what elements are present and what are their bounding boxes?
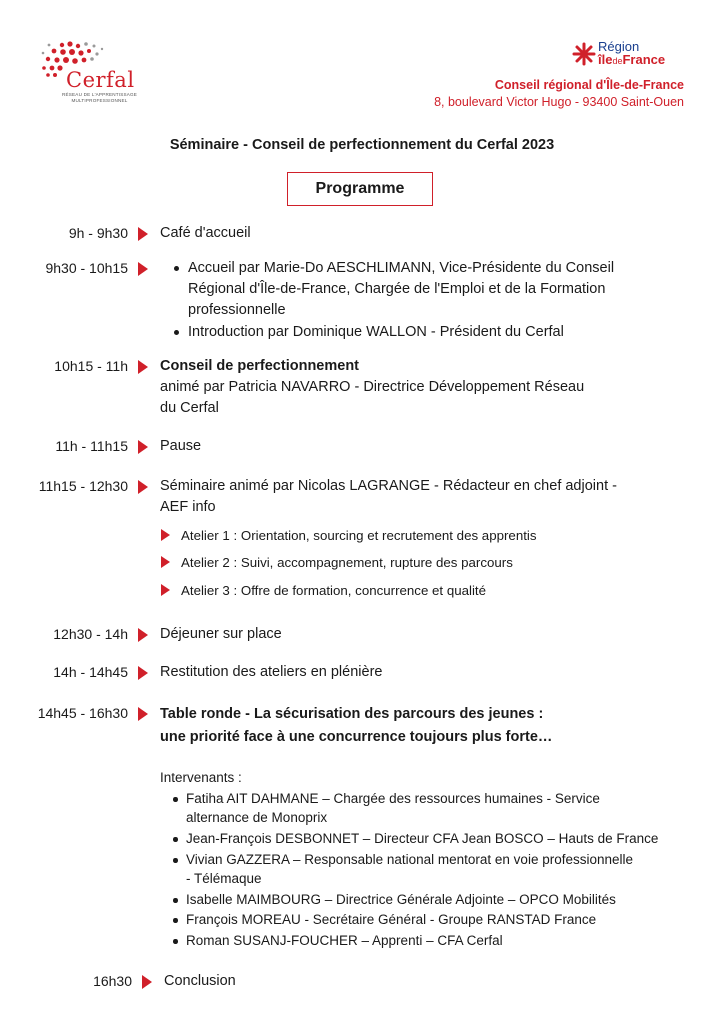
agenda-heading: Conseil de perfectionnement — [160, 358, 360, 374]
agenda-line: du Cerfal — [160, 400, 219, 416]
agenda-line: animé par Patricia NAVARRO - Directrice Développement Réseau — [160, 379, 585, 395]
agenda-heading: Table ronde - La sécurisation des parcours des jeunes : — [160, 706, 544, 722]
agenda-item: Pause — [160, 438, 202, 454]
bullet-dot — [173, 837, 178, 842]
agenda-bullet-line: Régional d'Île-de-France, Chargée de l'Emploi et de la Formation — [188, 281, 606, 297]
agenda-heading: une priorité face à une concurrence toujours plus forte… — [160, 729, 553, 745]
red-arrow-icon — [161, 529, 170, 541]
bullet-dot — [173, 918, 178, 923]
atelier-label: Atelier 1 — [181, 528, 230, 543]
time-slot: 16h30 — [93, 973, 132, 989]
time-slot: 10h15 - 11h — [54, 358, 128, 374]
red-arrow-icon — [138, 628, 148, 642]
atelier-text: : Orientation, sourcing et recrutement des apprentis — [229, 528, 537, 543]
time-slot: 14h - 14h45 — [53, 664, 128, 680]
bullet-dot — [173, 858, 178, 863]
bullet-dot — [173, 898, 178, 903]
time-slot: 14h45 - 16h30 — [37, 705, 128, 721]
agenda-bullet-line: Accueil par Marie-Do AESCHLIMANN, Vice-Présidente du Conseil — [188, 260, 615, 276]
programme-heading: Programme — [287, 172, 433, 206]
region-star-icon — [572, 42, 596, 66]
red-arrow-icon — [142, 975, 152, 989]
red-arrow-icon — [138, 262, 148, 276]
cerfal-logo-wordmark: Cerfal — [66, 68, 135, 92]
time-slot: 9h - 9h30 — [68, 225, 128, 241]
red-arrow-icon — [138, 707, 148, 721]
cerfal-tagline-line-2: MULTIPROFESSIONNEL — [71, 98, 128, 103]
region-logo-france: France — [622, 52, 666, 67]
red-arrow-icon — [161, 556, 170, 568]
region-logo-line1: Région — [598, 39, 640, 54]
atelier-item — [181, 581, 486, 601]
speaker-line: Fatiha AIT DAHMANE – Chargée des ressources humaines - Service — [186, 791, 600, 806]
bullet-dot — [174, 330, 179, 335]
atelier-text: : Suivi, accompagnement, rupture des parcours — [229, 555, 513, 570]
time-slot: 9h30 - 10h15 — [45, 260, 128, 276]
speaker-line: - Télémaque — [186, 871, 262, 886]
agenda-line: Séminaire animé par Nicolas LAGRANGE - Rédacteur en chef adjoint - — [160, 478, 617, 494]
agenda-item: Restitution des ateliers en plénière — [160, 664, 383, 680]
bullet-dot — [174, 266, 179, 271]
time-slot: 11h - 11h15 — [55, 438, 128, 454]
agenda-item: Déjeuner sur place — [160, 626, 282, 642]
time-slot: 12h30 - 14h — [53, 626, 128, 642]
cerfal-tagline-line-1: RÉSEAU DE L'APPRENTISSAGE — [62, 92, 138, 97]
red-arrow-icon — [138, 480, 148, 494]
speaker-line: François MOREAU - Secrétaire Général - Groupe RANSTAD France — [186, 912, 597, 927]
bullet-dot — [173, 939, 178, 944]
cerfal-logo-tagline — [62, 92, 137, 104]
agenda-bullet-line: professionnelle — [188, 302, 286, 318]
speaker-line: Jean-François DESBONNET – Directeur CFA Jean BOSCO – Hauts de France — [186, 831, 659, 846]
council-address: 8, boulevard Victor Hugo - 93400 Saint-Ouen — [434, 95, 684, 109]
red-arrow-icon — [161, 584, 170, 596]
atelier-text: : Offre de formation, concurrence et qualité — [229, 583, 487, 598]
speaker-line: Vivian GAZZERA – Responsable national mentorat en voie professionnelle — [186, 852, 634, 867]
red-arrow-icon — [138, 440, 148, 454]
time-slot: 11h15 - 12h30 — [38, 478, 128, 494]
document-title: Séminaire - Conseil de perfectionnement du Cerfal 2023 — [169, 137, 555, 153]
speaker-line: alternance de Monoprix — [186, 810, 328, 825]
red-arrow-icon — [138, 227, 148, 241]
atelier-item — [181, 526, 537, 546]
agenda-item: Conclusion — [164, 973, 236, 989]
bullet-dot — [173, 797, 178, 802]
atelier-label: Atelier 3 — [181, 583, 230, 598]
atelier-label: Atelier 2 — [181, 555, 230, 570]
agenda-bullet-line: Introduction par Dominique WALLON - Président du Cerfal — [188, 324, 564, 340]
region-logo-ile: île — [598, 52, 613, 67]
agenda-line: AEF info — [160, 499, 216, 515]
region-logo-line2 — [598, 52, 665, 67]
atelier-item — [181, 553, 513, 573]
red-arrow-icon — [138, 360, 148, 374]
speaker-line: Isabelle MAIMBOURG – Directrice Générale Adjointe – OPCO Mobilités — [186, 892, 616, 907]
red-arrow-icon — [138, 666, 148, 680]
region-logo-de: de — [612, 56, 623, 66]
intervenants-label: Intervenants : — [160, 770, 242, 785]
speaker-line: Roman SUSANJ-FOUCHER – Apprenti – CFA Cerfal — [186, 933, 503, 948]
council-name: Conseil régional d'Île-de-France — [494, 78, 684, 92]
agenda-item: Café d'accueil — [160, 225, 251, 241]
